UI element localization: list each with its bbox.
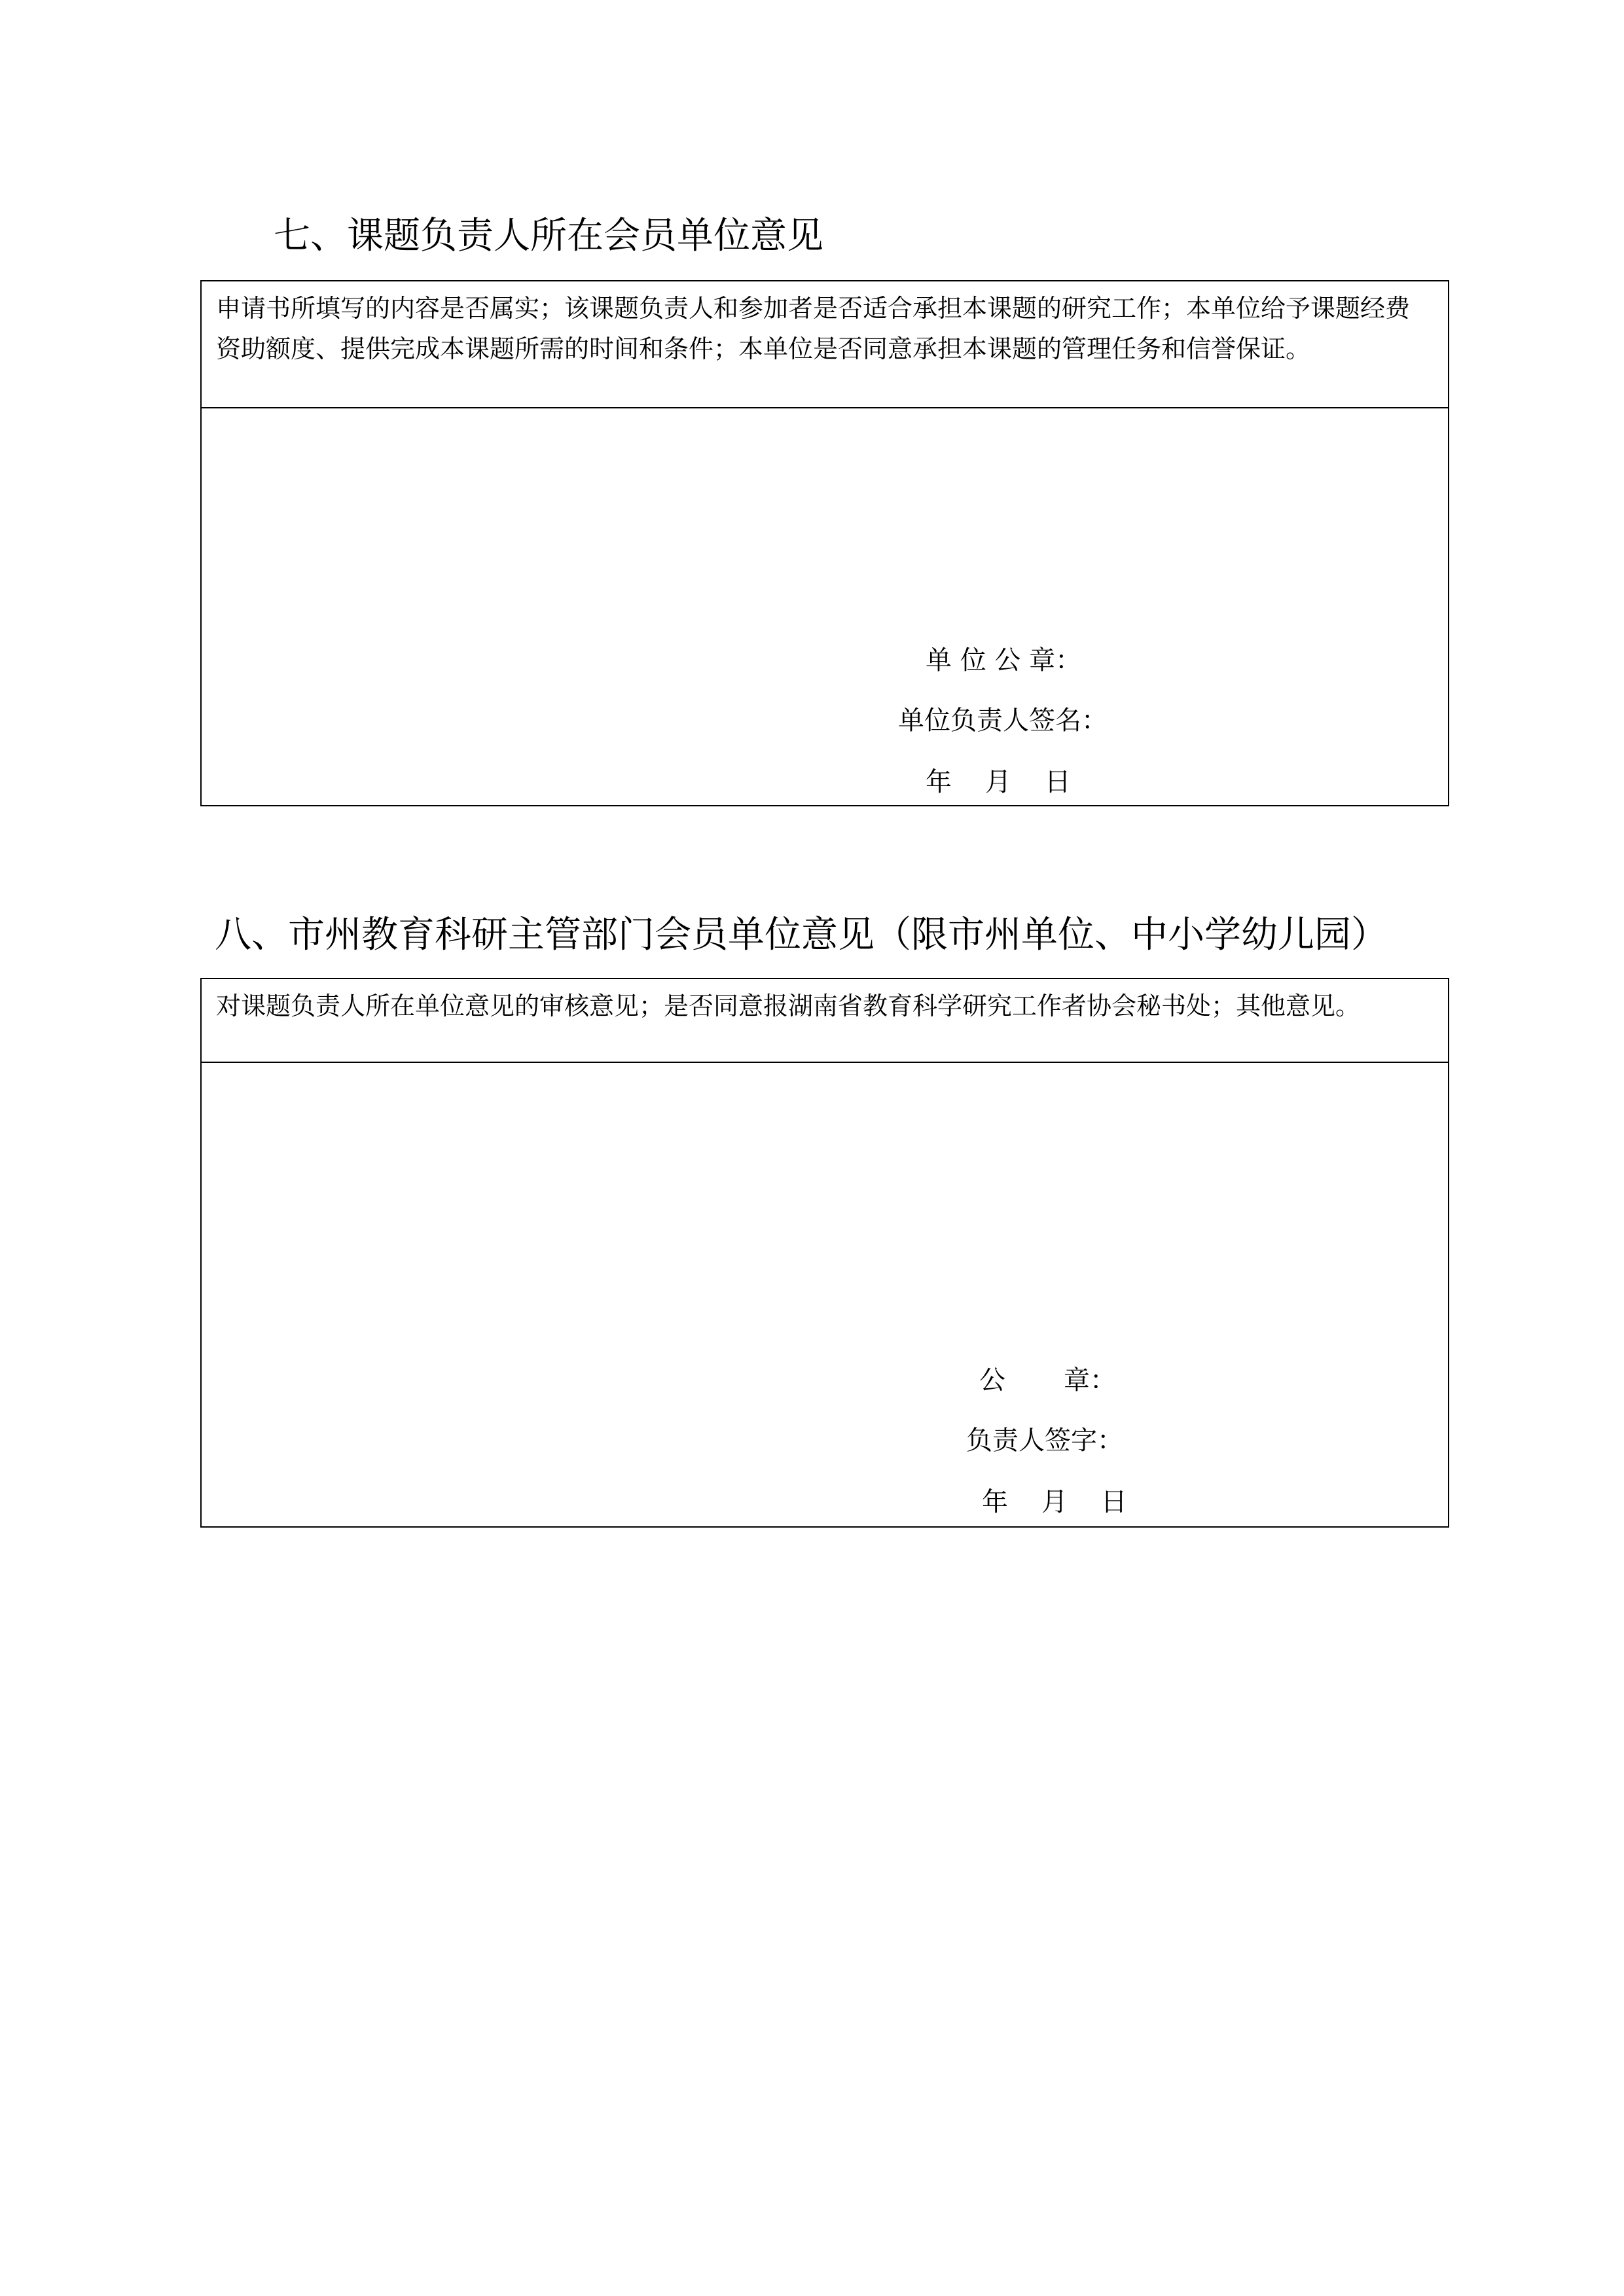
section-8-form-table bbox=[200, 978, 1449, 1528]
section-7-response-area[interactable] bbox=[202, 408, 1448, 805]
section-8-response-area[interactable] bbox=[202, 1063, 1448, 1526]
section-8-seal-label: 公 章： bbox=[979, 1365, 1117, 1395]
section-8-signature-label: 负责人签字： bbox=[966, 1426, 1123, 1456]
section-8-date-label: 年 月 日 bbox=[982, 1487, 1127, 1517]
section-7-form-table bbox=[200, 280, 1449, 806]
section-8-heading: 八、市州教育科研主管部门会员单位意见（限市州单位、中小学幼儿园） bbox=[215, 914, 1388, 956]
section-7-signature-label: 单位负责人签名： bbox=[898, 706, 1108, 736]
section-8-instruction: 对课题负责人所在单位意见的审核意见；是否同意报湖南省教育科学研究工作者协会秘书处；其他意见。 bbox=[202, 979, 1448, 1063]
section-7-instruction: 申请书所填写的内容是否属实；该课题负责人和参加者是否适合承担本课题的研究工作；本单位给予课题经费资助额度、提供完成本课题所需的时间和条件；本单位是否同意承担本课题的管理任务和信誉保证。 bbox=[202, 281, 1448, 408]
section-7-seal-label: 单 位 公 章： bbox=[926, 645, 1082, 675]
section-7-date-label: 年 月 日 bbox=[926, 767, 1071, 797]
section-7-heading: 七、课题负责人所在会员单位意见 bbox=[274, 215, 823, 257]
